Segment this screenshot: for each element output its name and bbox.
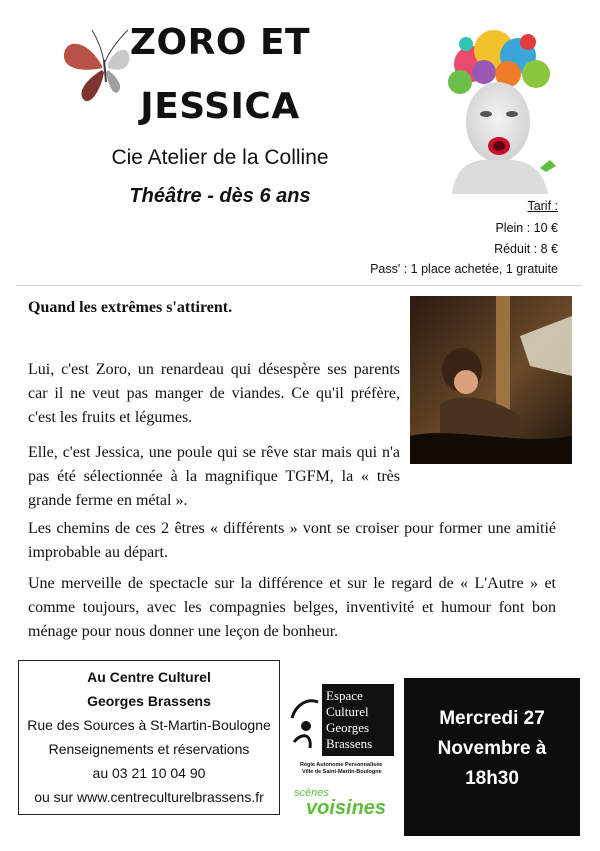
scenes-voisines-logo [288,782,398,822]
portrait-illustration [432,22,568,194]
date-day: Mercredi 27 [439,708,545,729]
espace-culturel-logo [288,682,396,776]
tarif-plein: Plein : 10 € [495,221,558,235]
tarif-label: Tarif : [527,199,558,213]
date-month: Novembre à [437,738,547,759]
venue-phone: au 03 21 10 04 90 [92,765,206,781]
paragraph-zoro: Lui, c'est Zoro, un renardeau qui désespère ses parents car il ne veut pas manger de viandes. Ce qu'il préfère, c'est les fruits et légumes. [28,361,400,426]
divider [16,285,582,286]
venue-info-label: Renseignements et réservations [48,741,250,757]
venue-website: ou sur www.centreculturelbrassens.fr [34,789,264,805]
date-box [404,678,580,836]
espace-word-4: Brassens [326,736,373,751]
date-time: 18h30 [465,768,519,789]
venue-address: Rue des Sources à St-Martin-Boulogne [27,717,271,733]
venue-box [18,660,280,815]
espace-caption-1: Régie Autonome Personnalisée [300,762,383,768]
venue-name-1: Au Centre Culturel [87,669,211,685]
company-name: Cie Atelier de la Colline [111,146,329,169]
headline: Quand les extrêmes s'attirent. [28,299,233,316]
espace-caption-2: Ville de Saint-Martin-Boulogne [302,769,382,775]
paragraph-jessica: Elle, c'est Jessica, une poule qui se rêve star mais qui n'a pas été sélectionnée à la magnifique TGFM, la « très grande ferme en métal ». [28,444,400,509]
paragraph-chemins: Les chemins de ces 2 êtres « différents » vont se croiser pour former une amitié improbable au départ. [28,520,556,561]
scenes-text: scènes [294,787,329,799]
genre-age: Théâtre - dès 6 ans [129,185,311,207]
tarif-pass: Pass' : 1 place achetée, 1 gratuite [370,262,558,276]
paragraph-merveille: Une merveille de spectacle sur la différence et sur le regard de « L'Autre » et comme toujours, avec les compagnies belges, inventivité et humour font bon ménage pour nous donner une leçon de bonheur. [28,575,556,640]
venue-name-2: Georges Brassens [87,693,211,709]
espace-word-3: Georges [326,720,370,735]
voisines-text: voisines [306,797,387,819]
tarif-reduit: Réduit : 8 € [494,242,558,256]
espace-word-1: Espace [326,688,363,703]
show-title-line-1: ZORO ET [129,22,311,63]
show-title-line-2: JESSICA [140,86,300,127]
show-photo [410,296,572,464]
espace-word-2: Culturel [326,704,369,719]
